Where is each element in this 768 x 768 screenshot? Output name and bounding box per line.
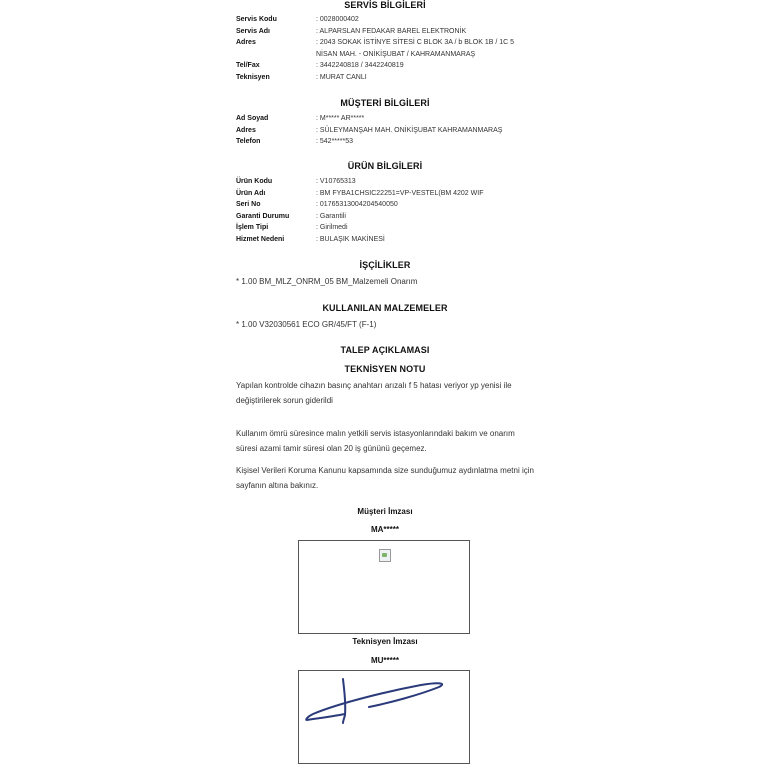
info-label: Adres [236, 126, 256, 134]
info-value: : BM FYBA1CHSIC22251=VP-VESTEL(BM 4202 WIF [316, 189, 484, 197]
handwritten-signature [299, 671, 469, 763]
customer-info-title: MÜŞTERİ BİLGİLERİ [340, 98, 430, 108]
info-label: Servis Adı [236, 27, 270, 35]
info-value: : 3442240818 / 3442240819 [316, 62, 404, 70]
info-row [236, 125, 534, 137]
info-row [236, 222, 534, 234]
info-value: : 0028000402 [316, 16, 359, 23]
labor-item: * 1.00 BM_MLZ_ONRM_05 BM_Malzemeli Onarım [236, 277, 418, 286]
info-row [236, 234, 534, 246]
info-label: Seri No [236, 201, 261, 209]
request-title: TALEP AÇIKLAMASI [340, 345, 430, 355]
info-value: : M***** AR***** [316, 115, 365, 122]
customer-signature-name: MA***** [370, 525, 399, 534]
info-row [236, 199, 534, 211]
info-label: Ürün Adı [236, 189, 266, 197]
product-info-table [236, 176, 534, 246]
info-label: Adres [236, 39, 256, 47]
info-row [236, 188, 534, 200]
info-value: : 01765313004204540050 [316, 201, 398, 209]
kvkk-note: Kişisel Verileri Koruma Kanunu kapsamında size sunduğumuz aydınlatma metni için sayfanın altına bakınız. [236, 466, 534, 490]
info-row [236, 176, 534, 188]
info-value: : Garantili [316, 212, 346, 220]
info-row [236, 26, 534, 38]
info-row [236, 72, 534, 84]
info-row [236, 136, 534, 148]
service-info-title: SERVİS BİLGİLERİ [344, 0, 426, 10]
info-value: NİSAN MAH. - ONİKİŞUBAT / KAHRAMANMARAŞ [316, 50, 476, 58]
info-label: Tel/Fax [236, 62, 260, 70]
lifetime-note: Kullanım ömrü süresince malın yetkili servis istasyonlarındaki bakım ve onarım süresi azami tamir süresi olan 20 iş gününü geçemez. [236, 429, 515, 453]
tech-note-title: TEKNİSYEN NOTU [344, 364, 426, 374]
info-row [236, 37, 534, 49]
info-label: Garanti Durumu [236, 212, 290, 220]
info-label: İşlem Tipi [236, 224, 269, 232]
info-value: : 542*****53 [316, 138, 353, 146]
customer-signature-label: Müşteri İmzası [357, 507, 413, 516]
info-value: : BULAŞIK MAKİNESİ [316, 235, 385, 243]
info-row [236, 211, 534, 223]
info-label: Ad Soyad [236, 115, 269, 122]
materials-title: KULLANILAN MALZEMELER [322, 303, 448, 313]
technician-signature-box [298, 670, 470, 764]
info-value: : Girilmedi [316, 224, 348, 232]
broken-image-icon [379, 549, 391, 562]
info-label: Ürün Kodu [236, 178, 273, 185]
tech-note-text: Yapılan kontrolde cihazın basınç anahtarı arızalı f 5 hatası veriyor yp yenisi ile değiştirilerek sorun giderildi [236, 381, 512, 405]
info-row [236, 60, 534, 72]
info-value: : 2043 SOKAK İSTİNYE SİTESİ C BLOK 3A / b BLOK 1B / 1C 5 [316, 39, 515, 47]
technician-signature-name: MU***** [370, 656, 399, 665]
info-label: Servis Kodu [236, 16, 277, 23]
info-label: Teknisyen [236, 73, 270, 81]
technician-signature-label: Teknisyen İmzası [352, 637, 418, 646]
info-label: Hizmet Nedeni [236, 235, 285, 243]
info-label: Telefon [236, 138, 261, 146]
customer-info-table [236, 113, 534, 148]
info-value: : MURAT CANLI [316, 73, 367, 81]
info-row [236, 49, 534, 61]
info-value: : SÜLEYMANŞAH MAH. ONİKİŞUBAT KAHRAMANMARAŞ [316, 126, 503, 134]
product-info-title: ÜRÜN BİLGİLERİ [347, 161, 423, 171]
info-value: : V10765313 [316, 178, 356, 185]
labor-title: İŞÇİLİKLER [359, 260, 411, 270]
info-row [236, 14, 534, 26]
materials-item: * 1.00 V32030561 ECO GR/45/FT (F-1) [236, 320, 377, 329]
customer-signature-box [298, 540, 470, 634]
info-row [236, 113, 534, 125]
service-info-table [236, 14, 534, 84]
info-label [236, 49, 316, 61]
info-value: : ALPARSLAN FEDAKAR BAREL ELEKTRONİK [316, 27, 467, 35]
